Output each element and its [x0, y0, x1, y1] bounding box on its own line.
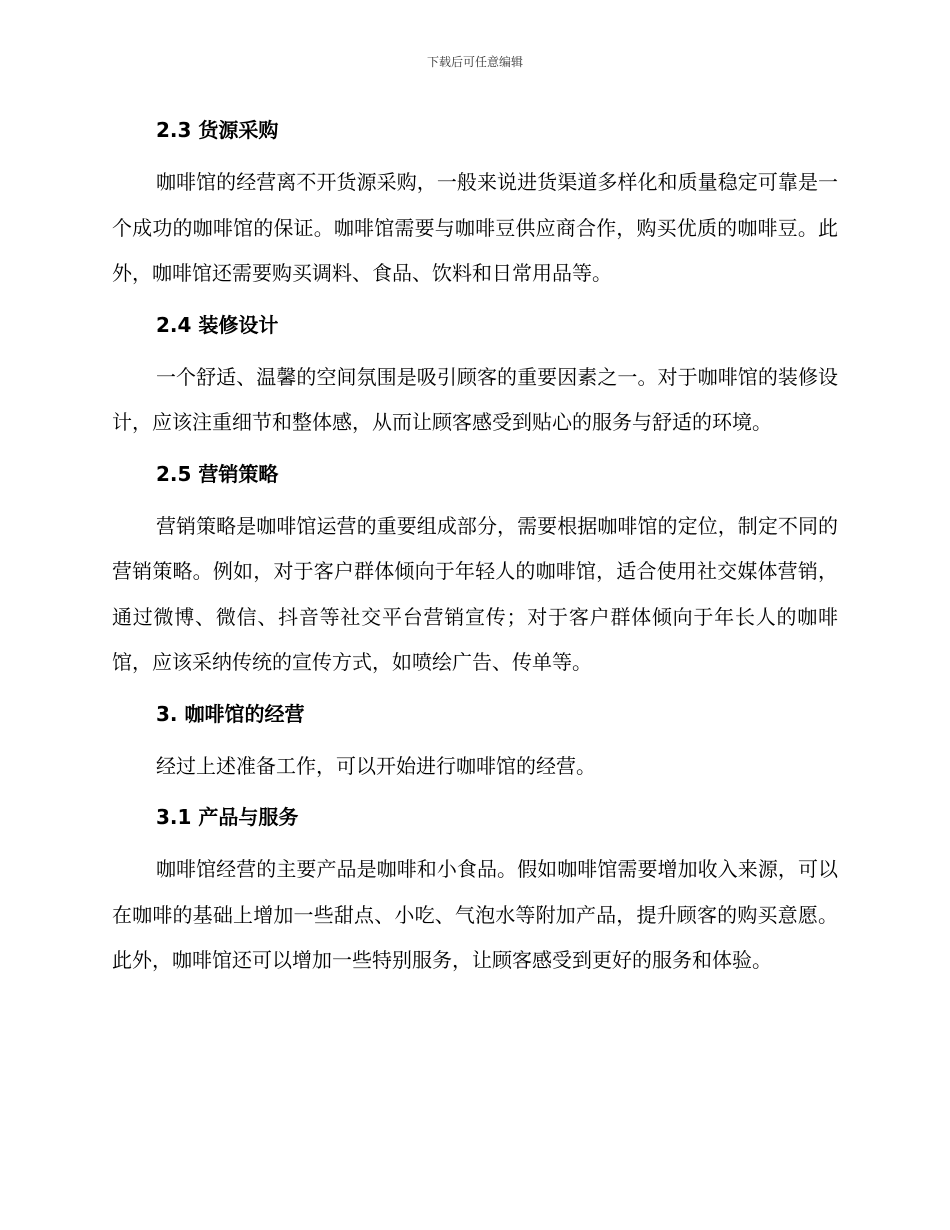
section-heading-2-4: 2.4 装修设计: [156, 312, 279, 337]
section-paragraph: 一个舒适、温馨的空间氛围是吸引顾客的重要因素之一。对于咖啡馆的装修设计，应该注重细节和整体感，从而让顾客感受到贴心的服务与舒适的环境。: [112, 364, 838, 434]
section-heading-3-1: 3.1 产品与服务: [156, 805, 299, 829]
section-heading-2-5: 2.5 营销策略: [156, 461, 279, 486]
page-header: 下载后可任意编辑: [426, 55, 523, 69]
section-paragraph: 营销策略是咖啡馆运营的重要组成部分，需要根据咖啡馆的定位，制定不同的营销策略。例如，对于客户群体倾向于年轻人的咖啡馆，适合使用社交媒体营销，通过微博、微信、抖音等社交平台营销宣传；对于客户群体倾向于年长人的咖啡馆，应该采纳传统的宣传方式，如喷绘广告、传单等。: [112, 513, 838, 674]
section-paragraph: 咖啡馆经营的主要产品是咖啡和小食品。假如咖啡馆需要增加收入来源，可以在咖啡的基础上增加一些甜点、小吃、气泡水等附加产品，提升顾客的购买意愿。此外，咖啡馆还可以增加一些特别服务，让顾客感受到更好的服务和体验。: [112, 857, 838, 972]
section-paragraph: 经过上述准备工作，可以开始进行咖啡馆的经营。: [156, 753, 596, 778]
section-heading-2-3: 2.3 货源采购: [156, 118, 279, 142]
section-heading-3: 3. 咖啡馆的经营: [156, 701, 305, 726]
section-paragraph: 咖啡馆的经营离不开货源采购，一般来说进货渠道多样化和质量稳定可靠是一个成功的咖啡馆的保证。咖啡馆需要与咖啡豆供应商合作，购买优质的咖啡豆。此外，咖啡馆还需要购买调料、食品、饮料和日常用品等。: [112, 170, 838, 285]
document-body: [112, 112, 838, 984]
